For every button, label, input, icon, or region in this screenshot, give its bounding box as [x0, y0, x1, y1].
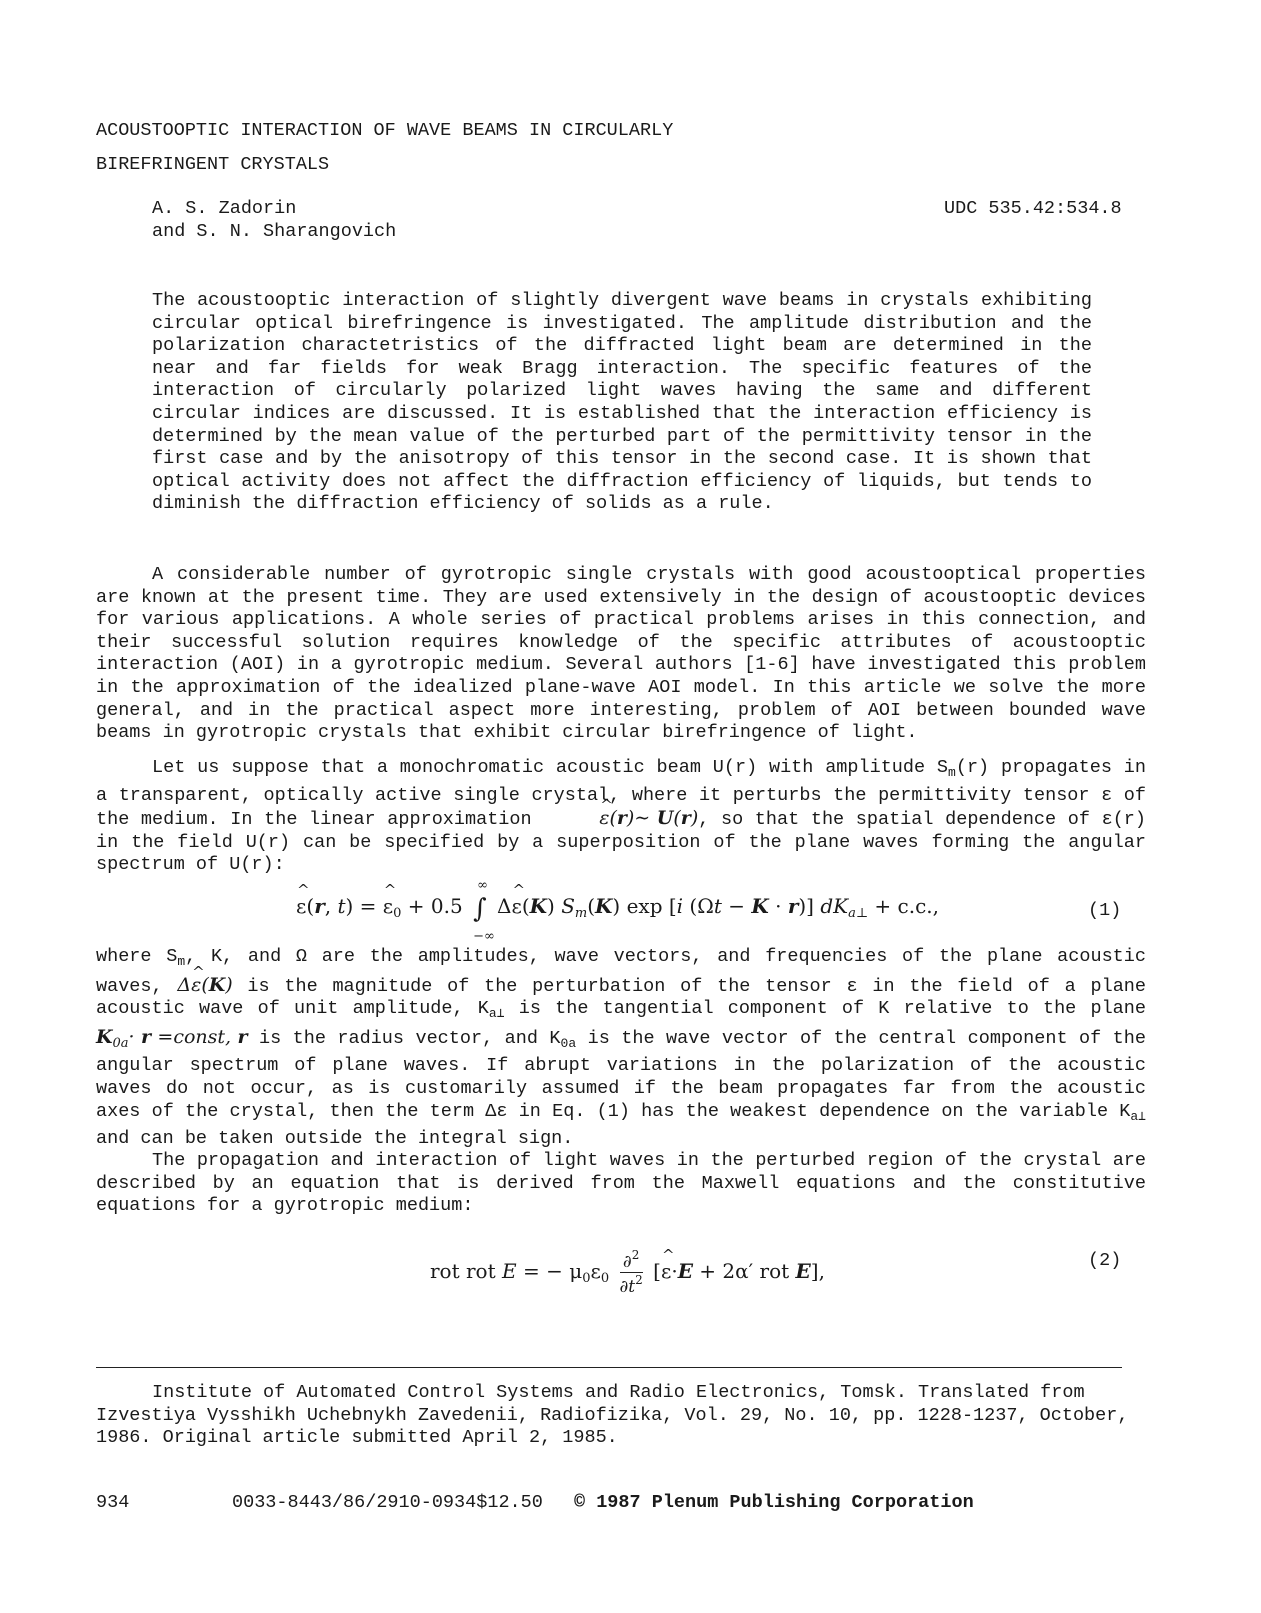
paragraph-acoustic-beam: Let us suppose that a monochromatic acoustic beam U(r) with amplitude $S_m(r)$ propagates in a transparent, optically active single crystal, where it perturbs the permittivity tensor ε of the medium. In the linear approximation ^ ε(r)∼ U(r), so that the spatial dependence of ε(r) in the field U(r) can be specified by a superposition of the plane waves forming the angular spectrum of U(r):: [96, 757, 1146, 877]
title-line-2: BIREFRINGENT CRYSTALS: [96, 154, 330, 175]
paragraph-definitions: where $S_m$, K, and Ω are the amplitudes, wave vectors, and frequencies of the plane acoustic waves, Δ^ ε(K) is the magnitude of the perturbation of the tensor ε in the field of a plane acoustic wave of unit amplitude, $K_{a\perp}$ is the tangential component of K relative to the plane $K_{0a}\cdot r$ =const, r is the radius vector, and $K_{0a}$ is the wave vector of the central component of the angular spectrum of plane waves. If abrupt variations in the polarization of the acoustic waves do not occur, as is customarily assumed if the beam propagates far from the acoustic axes of the crystal, then the term Δε in Eq. (1) has the weakest dependence on the variable $K_{a\perp}$ and can be taken outside the integral sign.: [96, 946, 1146, 1151]
footnote: Institute of Automated Control Systems and Radio Electronics, Tomsk. Translated from Izvestiya Vysshikh Uchebnykh Zavedenii, Radiofizika, Vol. 29, No. 10, pp. 1228-1237, October, 1986. Original article submitted April 2, 1985.: [96, 1382, 1129, 1449]
equation-2: rot rot E = − $\mu_0\varepsilon_0$ $\frac{\partial^2}{\partial t^2}$ [^ ε·E + 2α′ rot E],: [430, 1248, 825, 1297]
title-line-1: ACOUSTOOPTIC INTERACTION OF WAVE BEAMS IN CIRCULARLY: [96, 120, 674, 141]
page-number: 934: [96, 1492, 130, 1513]
paragraph-propagation: The propagation and interaction of light waves in the perturbed region of the crystal are described by an equation that is derived from the Maxwell equations and the constitutive equations for a gyrotropic medium:: [96, 1150, 1146, 1217]
publication-code: 0033-8443/86/2910-0934$12.50: [232, 1492, 543, 1513]
article-title: [96, 120, 796, 188]
authors: [152, 198, 552, 243]
author-line-2: and S. N. Sharangovich: [152, 220, 397, 242]
copyright-notice: © 1987 Plenum Publishing Corporation: [574, 1492, 974, 1513]
footnote-divider: [96, 1367, 1122, 1368]
udc-code: UDC 535.42:534.8: [944, 198, 1122, 219]
author-line-1: A. S. Zadorin: [152, 198, 297, 219]
paragraph-intro: A considerable number of gyrotropic single crystals with good acoustooptical properties are known at the present time. They are used extensively in the design of acoustooptic devices for various applications. A whole series of practical problems arises in this connection, and their successful solution requires knowledge of the specific attributes of acoustooptic interaction (AOI) in a gyrotropic medium. Several authors [1-6] have investigated this problem in the approximation of the idealized plane-wave AOI model. In this article we solve the more general, and in the practical aspect more interesting, problem of AOI between bounded wave beams in gyrotropic crystals that exhibit circular birefringence of light.: [96, 564, 1146, 744]
abstract: The acoustooptic interaction of slightly divergent wave beams in crystals exhibiting circular optical birefringence is investigated. The amplitude distribution and the polarization charactetristics of the diffracted light beam are determined in the near and far fields for weak Bragg interaction. The specific features of the interaction of circularly polarized light waves having the same and different circular indices are discussed. It is established that the interaction efficiency is determined by the mean value of the perturbed part of the permittivity tensor in the first case and by the anisotropy of this tensor in the second case. It is shown that optical activity does not affect the diffraction efficiency of liquids, but tends to diminish the diffraction efficiency of solids as a rule.: [152, 290, 1092, 515]
equation-1: ^ ε(r, t) = ^ $\varepsilon_0 + 0.5$ ∫ ∞ −∞ Δ^ ε(K) $S_m(K)$ exp [i (Ωt − K · r)] $dK_{a\perp} + c.c$.,: [296, 894, 939, 924]
equation-1-number: (1): [1088, 900, 1122, 921]
equation-2-number: (2): [1088, 1250, 1122, 1271]
